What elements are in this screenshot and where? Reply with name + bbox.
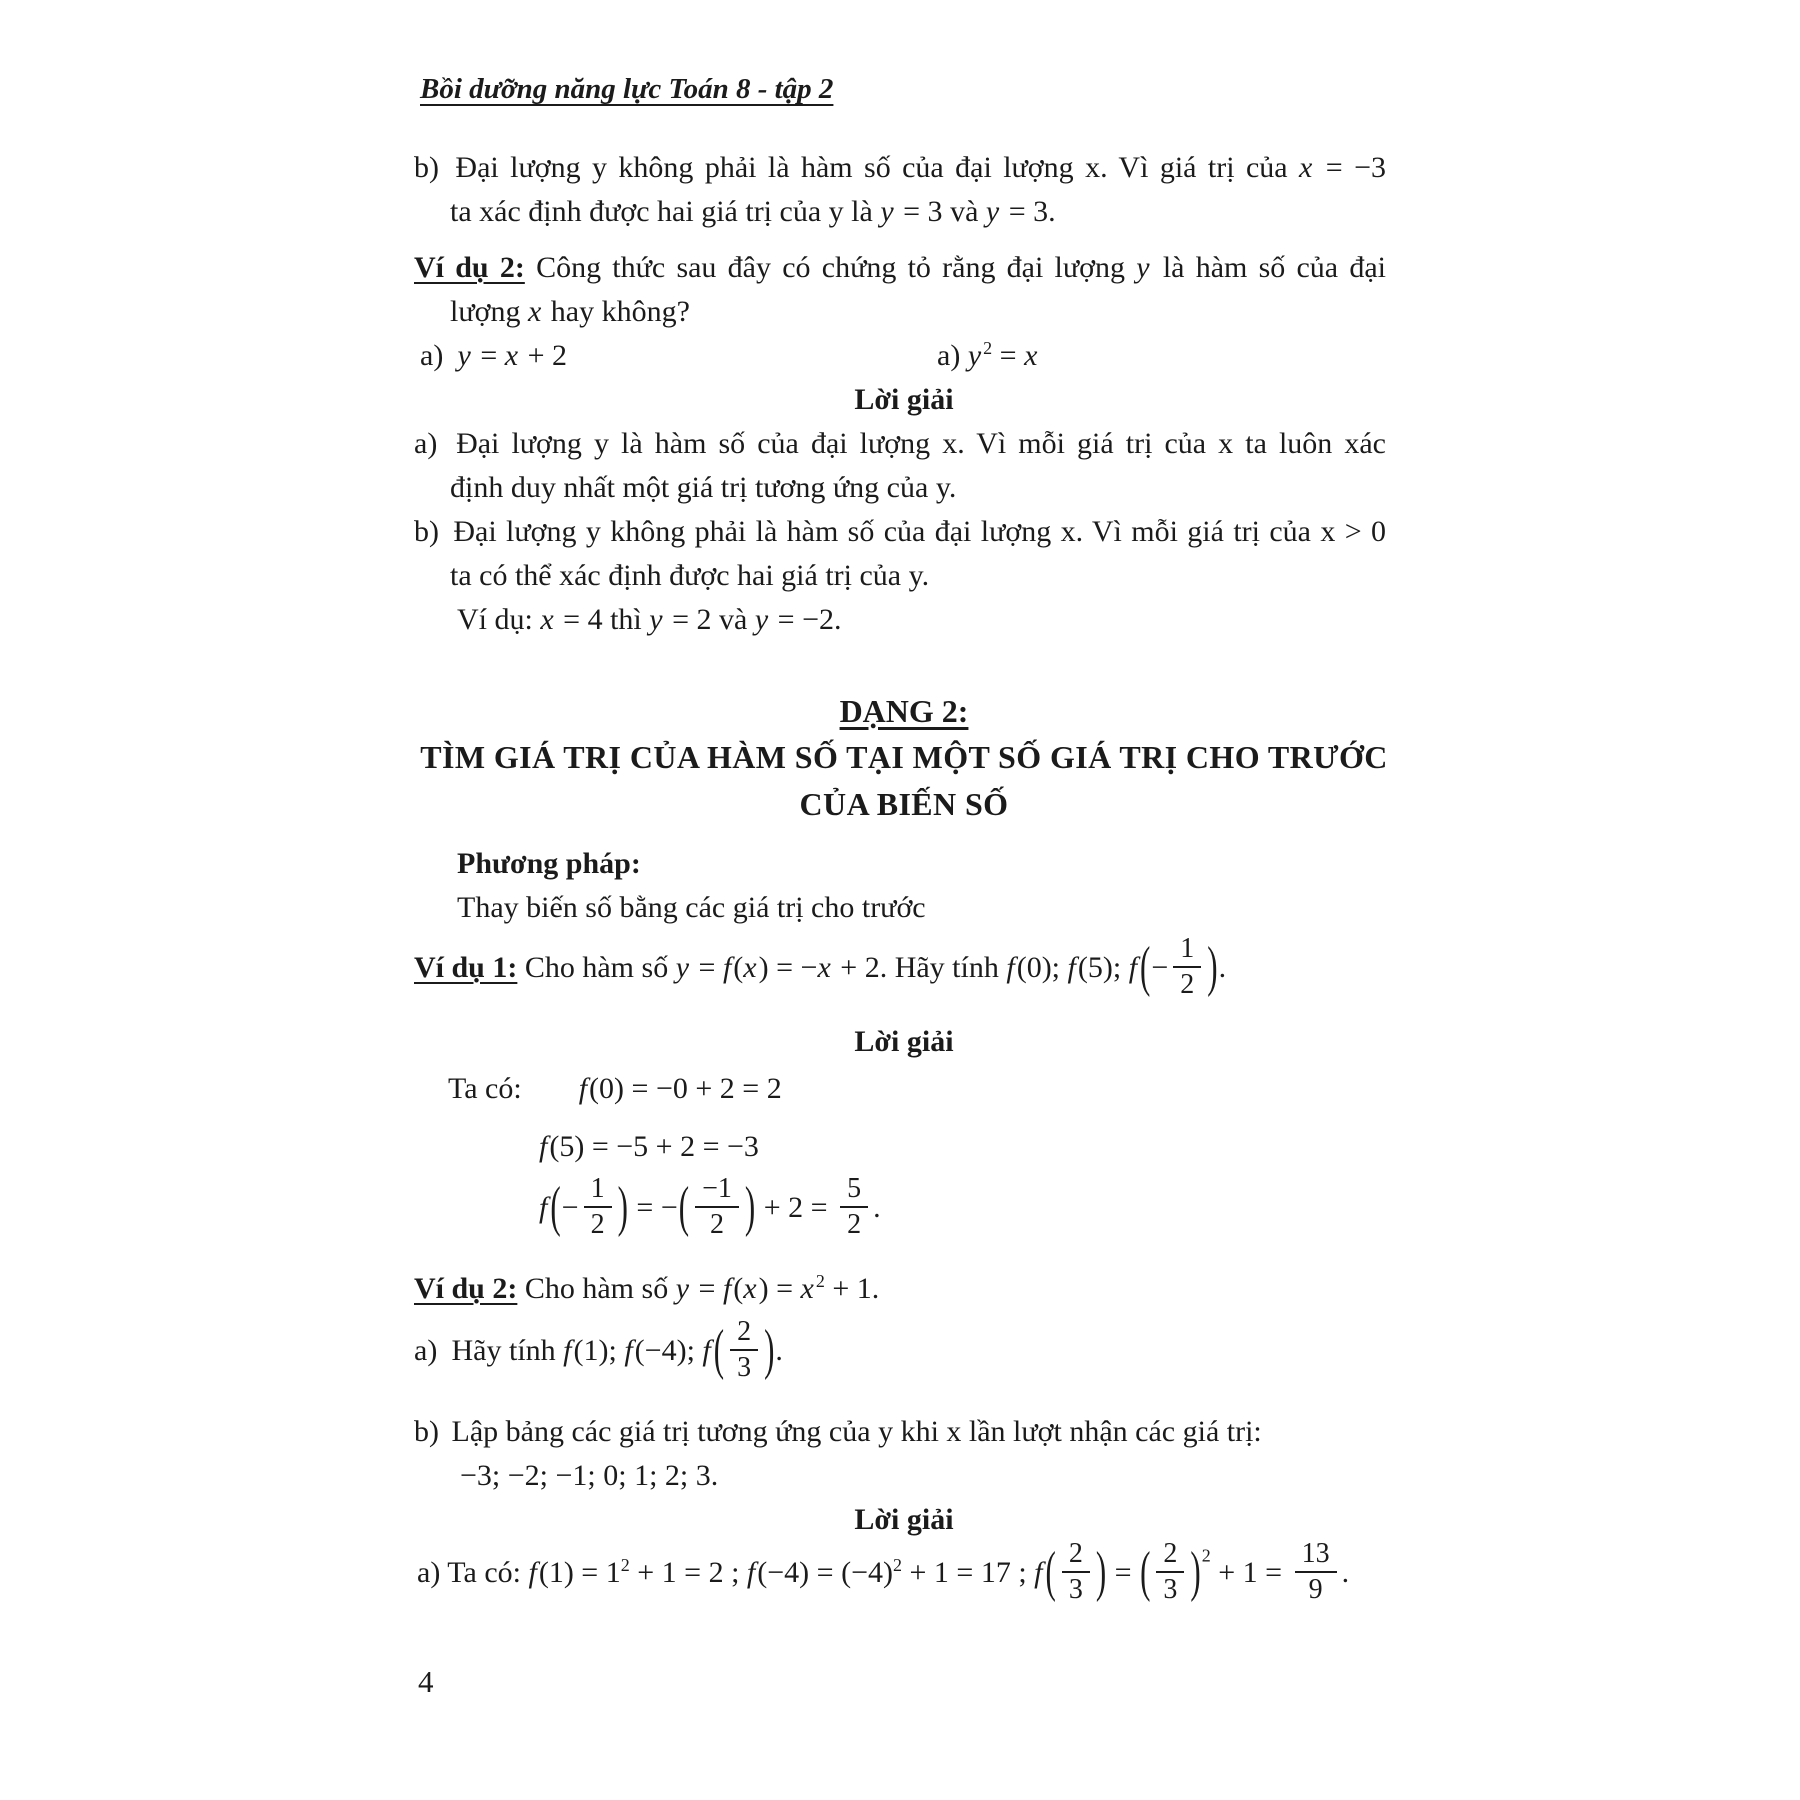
body-text: Đại lượng y không phải là hàm số của đại lượng x. Vì mỗi giá trị của x > 0 <box>453 515 1386 548</box>
option-a-right <box>937 334 1039 378</box>
section-title <box>414 688 1394 734</box>
answer-line <box>414 1538 1386 1608</box>
math-expression: y = f(x) = x $^2$ + 1. <box>675 1271 880 1305</box>
math-expression: y = 2 <box>649 603 712 636</box>
math-expression: y = f(x) = −x + 2. <box>675 950 888 984</box>
math-expression: x = 4 <box>540 603 603 636</box>
list-marker: b) <box>414 1415 439 1448</box>
paragraph-line <box>414 554 1386 598</box>
list-marker: a) <box>414 1333 438 1367</box>
body-text: ta có thể xác định được hai giá trị của y. <box>450 559 930 592</box>
body-text: thì <box>610 603 642 636</box>
paragraph-solution-b <box>414 510 1414 598</box>
body-text: ta xác định được hai giá trị của y là <box>450 195 873 228</box>
paragraph-line <box>414 510 1386 554</box>
method-text: Thay biến số bằng các giá trị cho trước <box>457 891 926 924</box>
math-expression: y <box>1136 251 1150 284</box>
math-expression: x <box>527 295 542 328</box>
option-a-left <box>420 334 937 378</box>
math-expression: f(5) = −5 + 2 = −3 <box>539 1130 759 1163</box>
math-expression: f(1); f(−4); f( $\frac{2}{3}$ ). <box>563 1316 783 1383</box>
body-text: Ví dụ: <box>457 603 533 636</box>
page-content <box>414 70 1414 1704</box>
list-marker: b) <box>414 515 439 548</box>
body-text: định duy nhất một giá trị tương ứng của y. <box>450 471 957 504</box>
body-text: Hãy tính <box>451 1333 556 1367</box>
paragraph-line <box>414 466 1386 510</box>
math-expression: y = 3 <box>880 195 943 228</box>
running-header <box>414 70 1414 108</box>
example-1-line <box>414 933 1386 1003</box>
body-text: Cho hàm số <box>524 950 669 984</box>
paragraph-line <box>414 146 1386 190</box>
body-text: Hãy tính <box>894 950 999 984</box>
list-marker: a) <box>417 1555 441 1589</box>
math-expression: f(− $\frac{1}{2}$ ) = −( $\frac{-1}{2}$ ) + 2 = $\frac{5}{2}$ . <box>539 1173 881 1240</box>
example-2-line <box>414 1267 1386 1311</box>
running-header-title: Bồi dưỡng năng lực Toán 8 - tập 2 <box>420 73 834 105</box>
body-text: và <box>950 195 979 228</box>
example-note-line <box>414 598 1386 642</box>
equation-line <box>414 1067 1386 1111</box>
list-marker: a) <box>420 339 444 372</box>
math-expression: x = −3 <box>1299 151 1387 184</box>
options-row <box>414 334 1386 378</box>
paragraph-line <box>414 290 1386 334</box>
list-marker: a) <box>414 427 438 460</box>
example-label: Ví dụ 2: <box>414 251 525 284</box>
body-text: Đại lượng y không phải là hàm số của đại lượng x. Vì giá trị của <box>455 151 1288 184</box>
paragraph-line <box>414 246 1386 290</box>
solution-heading: Lời giải <box>854 383 954 416</box>
list-marker: b) <box>414 151 439 184</box>
math-expression: f(0) = −0 + 2 = 2 <box>578 1072 782 1105</box>
body-text: Ta có: <box>448 1072 522 1105</box>
page-number: 4 <box>418 1664 434 1699</box>
solution-heading: Lời giải <box>854 1503 954 1536</box>
math-expression: y = 3 <box>985 195 1049 228</box>
example-label: Ví dụ 1: <box>414 950 518 984</box>
math-expression: y $^2$ = x <box>967 338 1038 372</box>
list-marker: a) <box>937 339 961 372</box>
section-heading-line-1: TÌM GIÁ TRỊ CỦA HÀM SỐ TẠI MỘT SỐ GIÁ TRỊ CHO TRƯỚC <box>420 739 1388 775</box>
body-text: lượng <box>450 295 521 328</box>
method-label: Phương pháp: <box>457 847 641 880</box>
body-text: Ta có: <box>447 1555 521 1589</box>
body-text: là hàm số của đại <box>1162 251 1386 284</box>
question-a-line <box>414 1316 1386 1386</box>
values-line: −3; −2; −1; 0; 1; 2; 3. <box>460 1459 719 1492</box>
solution-heading: Lời giải <box>854 1025 954 1058</box>
paragraph-line <box>414 190 1386 234</box>
body-text: . <box>1048 195 1056 228</box>
math-expression: $f(1) = 1^2 + 1 = 2$ ; $f(-4) = (-4)^2 + 1 = 17$ ; f( $\frac{2}{3}$ ) = ( $\frac{2}{3}$ )$^2$ + 1 = $\frac{13}{9}$ . <box>528 1538 1350 1605</box>
paragraph-line <box>414 1410 1386 1454</box>
section-heading-line-2: CỦA BIẾN SỐ <box>799 786 1009 822</box>
body-text: hay không? <box>550 295 690 328</box>
body-text: Đại lượng y là hàm số của đại lượng x. Vì mỗi giá trị của x ta luôn xác <box>456 427 1386 460</box>
paragraph-example-2-intro <box>414 246 1414 334</box>
paragraph-solution-a <box>414 422 1414 510</box>
math-expression: y = x + 2 <box>457 339 567 372</box>
equation-line <box>414 1125 1386 1169</box>
question-b <box>414 1410 1414 1498</box>
example-label: Ví dụ 2: <box>414 1272 518 1305</box>
body-text: Lập bảng các giá trị tương ứng của y khi x lần lượt nhận các giá trị: <box>451 1415 1262 1448</box>
body-text: Cho hàm số <box>524 1272 669 1305</box>
body-text: và <box>719 603 748 636</box>
equation-line <box>414 1173 1386 1243</box>
paragraph-line <box>414 422 1386 466</box>
math-expression: y = −2 <box>754 603 835 636</box>
section-title-text: DẠNG 2: <box>839 693 969 729</box>
body-text: Công thức sau đây có chứng tỏ rằng đại lượng <box>536 251 1126 284</box>
body-text: . <box>834 603 842 636</box>
paragraph-item-b <box>414 146 1414 234</box>
math-expression: f(0); f(5); f(− $\frac{1}{2}$ ). <box>1006 933 1227 1000</box>
